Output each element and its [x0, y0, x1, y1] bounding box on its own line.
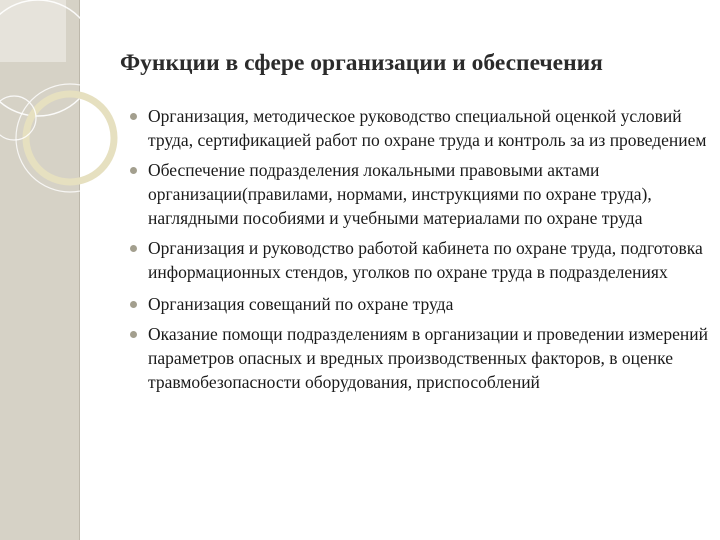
bullet-text: Оказание помощи подразделениям в организации и проведении измерений параметров опасных и вредных производственных факторов, в оценке травмобезопасности оборудования, приспособлений [148, 324, 708, 392]
bullet-text: Организация, методическое руководство специальной оценкой условий труда, сертификацией работ по охране труда и контроль за из проведением [148, 106, 707, 150]
thin-ring [16, 84, 124, 192]
bullet-dot-icon [130, 245, 137, 252]
bullet-dot-icon [130, 301, 137, 308]
bullet-dot-icon [130, 113, 137, 120]
bullet-list [130, 104, 710, 400]
decorative-rings [0, 0, 140, 220]
bullet-item [130, 104, 710, 152]
bullet-item [130, 292, 710, 316]
bullet-item [130, 236, 710, 284]
bullet-dot-icon [130, 331, 137, 338]
bullet-text: Организация и руководство работой кабинета по охране труда, подготовка информационных стендов, уголков по охране труда в подразделениях [148, 238, 703, 282]
bullet-text: Организация совещаний по охране труда [148, 294, 454, 314]
top-light-square [0, 0, 66, 62]
bullet-item [130, 158, 710, 230]
bullet-item [130, 322, 710, 394]
bullet-text: Обеспечение подразделения локальными правовыми актами организации(правилами, нормами, инструкциями по охране труда), наглядными пособиями и учебными материалами по охране труда [148, 160, 652, 228]
slide-title: Функции в сфере организации и обеспечения [120, 50, 603, 76]
bullet-dot-icon [130, 167, 137, 174]
